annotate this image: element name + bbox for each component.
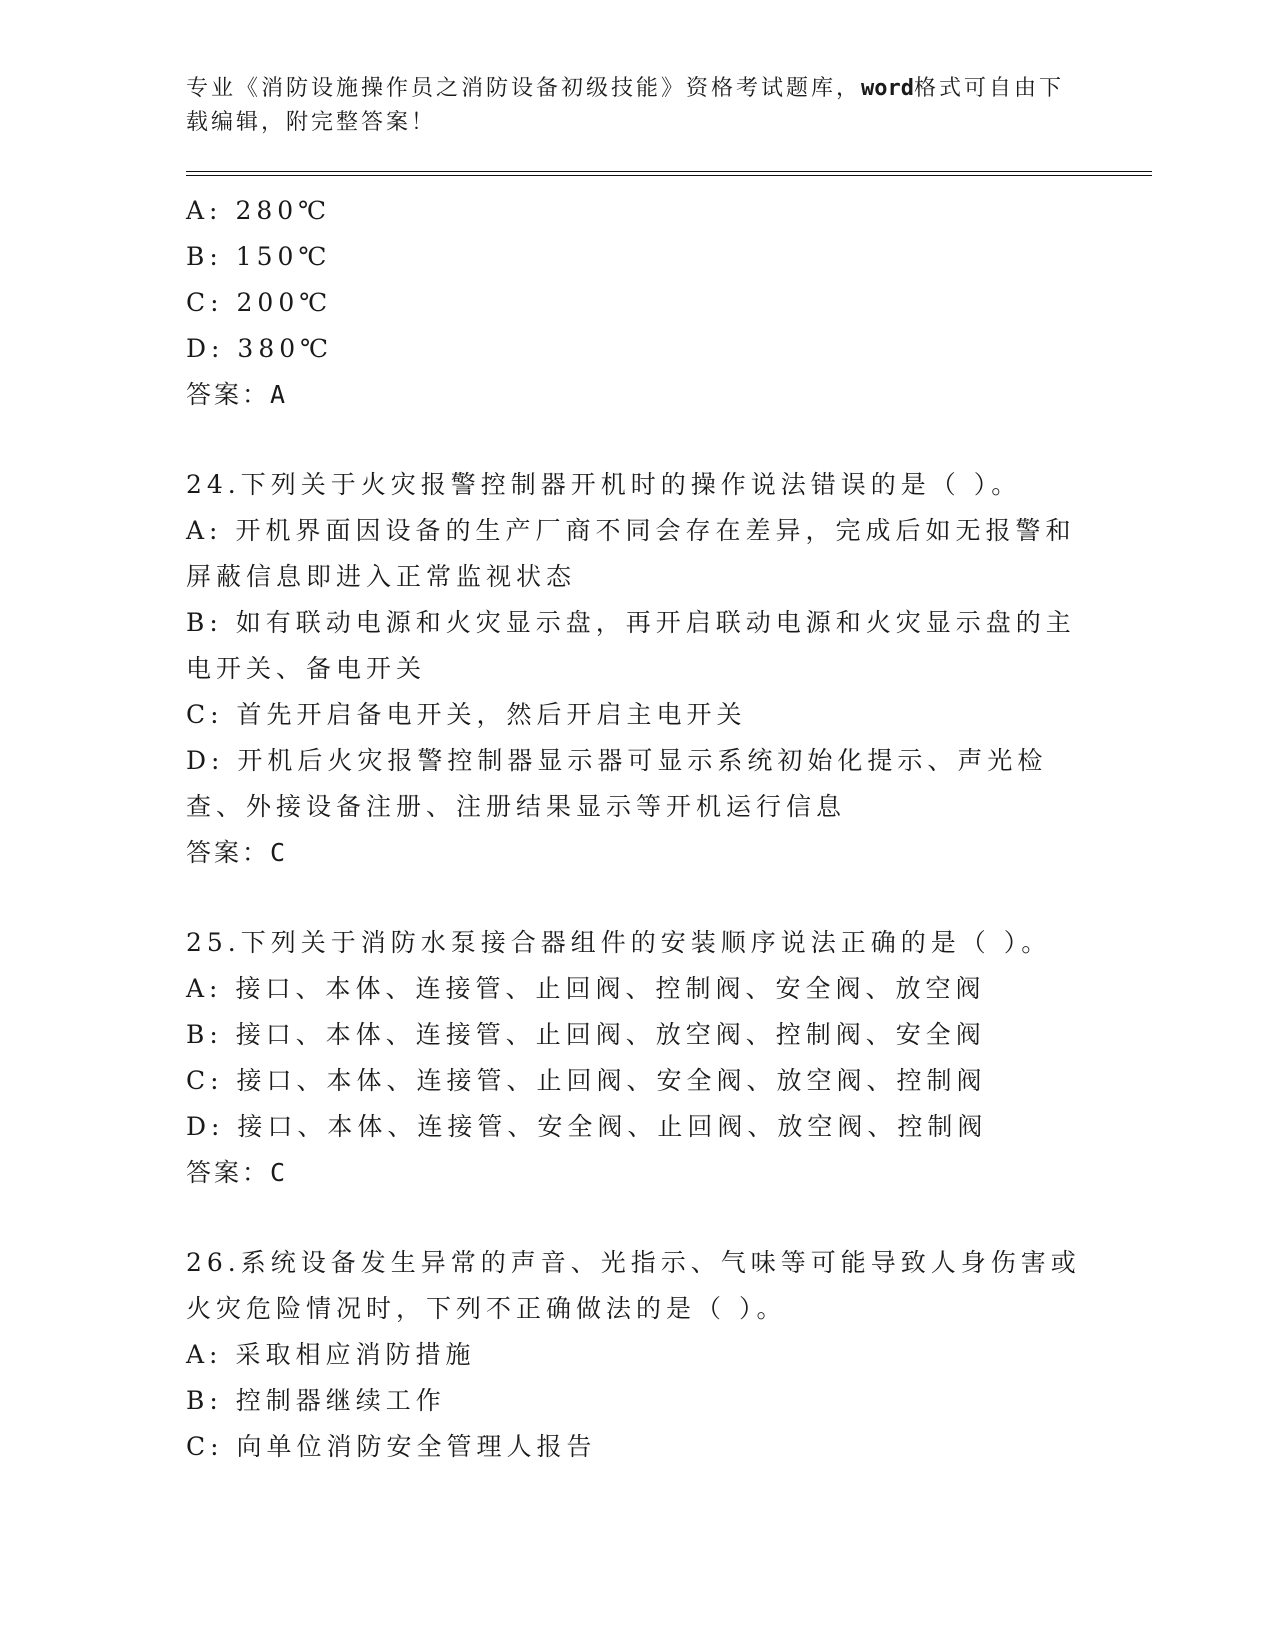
option-b: B: 150℃ xyxy=(186,242,332,271)
option-d: D: 接口、本体、连接管、安全阀、止回阀、放空阀、控制阀 xyxy=(186,1112,988,1141)
header-rule-bottom xyxy=(186,175,1152,176)
spacer xyxy=(186,876,1086,920)
question-26 xyxy=(186,1240,1086,1470)
question-25 xyxy=(186,920,1086,1196)
option-d: D: 380℃ xyxy=(186,334,334,363)
answer-value: A xyxy=(270,380,286,409)
document-header xyxy=(186,72,1066,140)
option-c: C: 向单位消防安全管理人报告 xyxy=(186,1432,597,1461)
option-a: A: 280℃ xyxy=(186,196,332,225)
question-stem: 25.下列关于消防水泵接合器组件的安装顺序说法正确的是（ ）。 xyxy=(186,928,1052,957)
option-b: B: 如有联动电源和火灾显示盘，再开启联动电源和火灾显示盘的主电开关、备电开关 xyxy=(186,608,1076,683)
answer-label: 答案： xyxy=(186,1158,271,1187)
spacer xyxy=(186,1196,1086,1240)
document-body xyxy=(186,188,1086,1470)
option-c: C: 200℃ xyxy=(186,288,333,317)
option-b: B: 接口、本体、连接管、止回阀、放空阀、控制阀、安全阀 xyxy=(186,1020,986,1049)
question-24 xyxy=(186,462,1086,876)
option-b: B: 控制器继续工作 xyxy=(186,1386,446,1415)
answer-line xyxy=(186,1150,1086,1196)
answer-label: 答案： xyxy=(186,380,271,409)
spacer xyxy=(186,418,1086,462)
header-text-part2: 格式可自由下载编辑，附完整答案！ xyxy=(186,76,1065,135)
question-stem: 24.下列关于火灾报警控制器开机时的操作说法错误的是（ ）。 xyxy=(186,470,1022,499)
question-23 xyxy=(186,188,1086,418)
answer-line xyxy=(186,372,1086,418)
question-stem: 26.系统设备发生异常的声音、光指示、气味等可能导致人身伤害或火灾危险情况时，下列不正确做法的是（ ）。 xyxy=(186,1248,1081,1323)
option-d: D: 开机后火灾报警控制器显示器可显示系统初始化提示、声光检查、外接设备注册、注册结果显示等开机运行信息 xyxy=(186,746,1048,821)
answer-value: C xyxy=(270,1158,286,1187)
answer-label: 答案： xyxy=(186,838,271,867)
option-c: C: 接口、本体、连接管、止回阀、安全阀、放空阀、控制阀 xyxy=(186,1066,987,1095)
option-a: A: 采取相应消防措施 xyxy=(186,1340,476,1369)
header-rule-top xyxy=(186,171,1152,172)
header-text-part1: 专业《消防设施操作员之消防设备初级技能》资格考试题库， xyxy=(186,76,862,101)
answer-value: C xyxy=(270,838,286,867)
header-text-word: word xyxy=(861,76,914,101)
option-a: A: 开机界面因设备的生产厂商不同会存在差异，完成后如无报警和屏蔽信息即进入正常监视状态 xyxy=(186,516,1076,591)
answer-line xyxy=(186,830,1086,876)
option-c: C: 首先开启备电开关，然后开启主电开关 xyxy=(186,700,747,729)
option-a: A: 接口、本体、连接管、止回阀、控制阀、安全阀、放空阀 xyxy=(186,974,986,1003)
